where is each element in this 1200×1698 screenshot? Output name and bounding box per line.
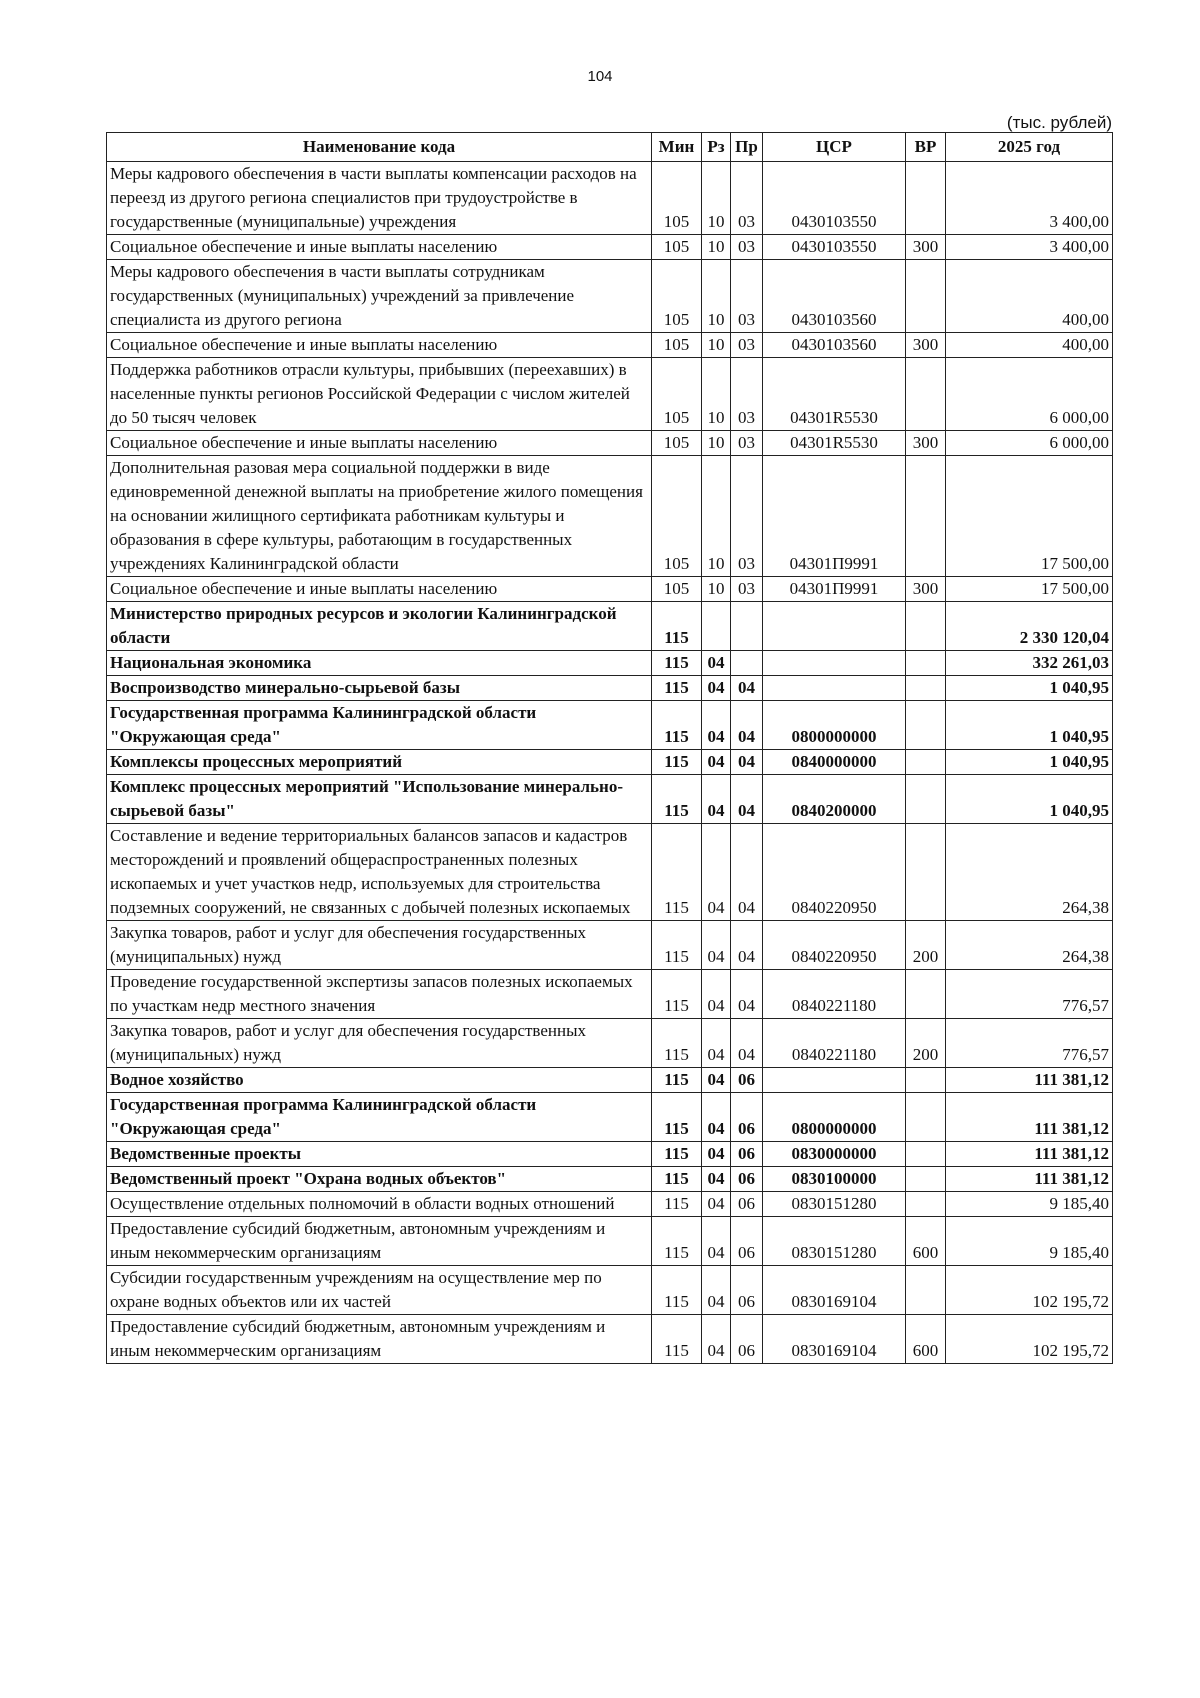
cell-csr: 0830169104 xyxy=(763,1266,906,1315)
cell-name: Социальное обеспечение и иные выплаты населению xyxy=(107,431,652,456)
cell-min: 115 xyxy=(652,824,702,921)
table-row xyxy=(107,1142,1113,1167)
cell-sum: 111 381,12 xyxy=(946,1068,1113,1093)
cell-rz: 04 xyxy=(702,1093,731,1142)
cell-csr: 0430103550 xyxy=(763,235,906,260)
cell-min: 105 xyxy=(652,162,702,235)
cell-name: Социальное обеспечение и иные выплаты населению xyxy=(107,235,652,260)
cell-rz: 10 xyxy=(702,235,731,260)
cell-rz: 04 xyxy=(702,970,731,1019)
cell-vr xyxy=(906,970,946,1019)
cell-sum: 6 000,00 xyxy=(946,358,1113,431)
cell-vr xyxy=(906,701,946,750)
cell-vr xyxy=(906,1192,946,1217)
cell-pr: 04 xyxy=(731,775,763,824)
cell-name: Национальная экономика xyxy=(107,651,652,676)
cell-csr: 0800000000 xyxy=(763,701,906,750)
cell-min: 115 xyxy=(652,750,702,775)
cell-min: 105 xyxy=(652,260,702,333)
cell-name: Предоставление субсидий бюджетным, автономным учреждениям и иным некоммерческим организациям xyxy=(107,1315,652,1364)
cell-sum: 17 500,00 xyxy=(946,577,1113,602)
cell-vr: 600 xyxy=(906,1217,946,1266)
cell-csr: 0800000000 xyxy=(763,1093,906,1142)
cell-name: Предоставление субсидий бюджетным, автономным учреждениям и иным некоммерческим организациям xyxy=(107,1217,652,1266)
cell-sum: 111 381,12 xyxy=(946,1142,1113,1167)
cell-min: 105 xyxy=(652,577,702,602)
cell-rz: 04 xyxy=(702,1167,731,1192)
cell-min: 115 xyxy=(652,1217,702,1266)
cell-pr: 03 xyxy=(731,235,763,260)
cell-pr: 06 xyxy=(731,1167,763,1192)
cell-sum: 264,38 xyxy=(946,824,1113,921)
table-row xyxy=(107,358,1113,431)
cell-rz: 04 xyxy=(702,1266,731,1315)
cell-csr xyxy=(763,676,906,701)
cell-csr: 0840220950 xyxy=(763,824,906,921)
table-row xyxy=(107,235,1113,260)
cell-min: 105 xyxy=(652,333,702,358)
cell-name: Водное хозяйство xyxy=(107,1068,652,1093)
cell-name: Комплекс процессных мероприятий "Использование минерально-сырьевой базы" xyxy=(107,775,652,824)
cell-vr xyxy=(906,824,946,921)
table-row xyxy=(107,1019,1113,1068)
cell-csr: 0830151280 xyxy=(763,1192,906,1217)
column-header-name: Наименование кода xyxy=(107,133,652,162)
cell-csr: 0840220950 xyxy=(763,921,906,970)
table-row xyxy=(107,1068,1113,1093)
cell-vr xyxy=(906,676,946,701)
cell-name: Осуществление отдельных полномочий в области водных отношений xyxy=(107,1192,652,1217)
cell-sum: 3 400,00 xyxy=(946,235,1113,260)
cell-min: 115 xyxy=(652,921,702,970)
table-row xyxy=(107,456,1113,577)
column-header-rz: Рз xyxy=(702,133,731,162)
cell-min: 115 xyxy=(652,651,702,676)
cell-name: Государственная программа Калининградской области "Окружающая среда" xyxy=(107,701,652,750)
table-header-row xyxy=(107,133,1113,162)
column-header-pr: Пр xyxy=(731,133,763,162)
cell-name: Ведомственные проекты xyxy=(107,1142,652,1167)
cell-vr xyxy=(906,260,946,333)
cell-csr xyxy=(763,1068,906,1093)
cell-rz: 10 xyxy=(702,577,731,602)
cell-pr: 04 xyxy=(731,1019,763,1068)
cell-sum: 400,00 xyxy=(946,333,1113,358)
cell-min: 115 xyxy=(652,1093,702,1142)
units-note: (тыс. рублей) xyxy=(1006,113,1112,132)
cell-vr xyxy=(906,775,946,824)
cell-vr: 300 xyxy=(906,577,946,602)
cell-pr: 06 xyxy=(731,1093,763,1142)
cell-pr: 04 xyxy=(731,701,763,750)
cell-sum: 1 040,95 xyxy=(946,750,1113,775)
cell-min: 115 xyxy=(652,1142,702,1167)
cell-sum: 264,38 xyxy=(946,921,1113,970)
table-row xyxy=(107,260,1113,333)
cell-sum: 2 330 120,04 xyxy=(946,602,1113,651)
cell-min: 115 xyxy=(652,1266,702,1315)
cell-vr xyxy=(906,456,946,577)
cell-sum: 1 040,95 xyxy=(946,701,1113,750)
table-row xyxy=(107,970,1113,1019)
cell-rz xyxy=(702,602,731,651)
cell-min: 115 xyxy=(652,676,702,701)
cell-pr: 06 xyxy=(731,1217,763,1266)
cell-vr xyxy=(906,358,946,431)
page-number: 104 xyxy=(587,68,613,85)
cell-vr: 200 xyxy=(906,1019,946,1068)
cell-name: Закупка товаров, работ и услуг для обеспечения государственных (муниципальных) нужд xyxy=(107,1019,652,1068)
cell-pr: 03 xyxy=(731,577,763,602)
budget-table xyxy=(106,132,1113,1364)
cell-min: 115 xyxy=(652,970,702,1019)
cell-sum: 102 195,72 xyxy=(946,1315,1113,1364)
cell-rz: 10 xyxy=(702,358,731,431)
cell-csr xyxy=(763,651,906,676)
cell-rz: 10 xyxy=(702,456,731,577)
table-row xyxy=(107,1167,1113,1192)
cell-name: Поддержка работников отрасли культуры, прибывших (переехавших) в населенные пункты регионов Российской Федерации с числом жителей до 50 тысяч человек xyxy=(107,358,652,431)
cell-csr: 0830169104 xyxy=(763,1315,906,1364)
cell-rz: 04 xyxy=(702,651,731,676)
cell-min: 115 xyxy=(652,701,702,750)
table-row xyxy=(107,333,1113,358)
cell-min: 115 xyxy=(652,602,702,651)
cell-name: Социальное обеспечение и иные выплаты населению xyxy=(107,577,652,602)
cell-pr: 06 xyxy=(731,1315,763,1364)
cell-csr: 0430103560 xyxy=(763,260,906,333)
cell-vr: 300 xyxy=(906,235,946,260)
cell-csr: 0840000000 xyxy=(763,750,906,775)
cell-csr: 0840221180 xyxy=(763,1019,906,1068)
cell-min: 105 xyxy=(652,431,702,456)
cell-min: 115 xyxy=(652,1068,702,1093)
cell-sum: 111 381,12 xyxy=(946,1167,1113,1192)
cell-name: Закупка товаров, работ и услуг для обеспечения государственных (муниципальных) нужд xyxy=(107,921,652,970)
cell-vr xyxy=(906,1093,946,1142)
cell-rz: 10 xyxy=(702,162,731,235)
cell-pr: 03 xyxy=(731,456,763,577)
table-body xyxy=(107,162,1113,1364)
cell-sum: 400,00 xyxy=(946,260,1113,333)
table-row xyxy=(107,921,1113,970)
cell-rz: 04 xyxy=(702,1192,731,1217)
cell-pr: 03 xyxy=(731,431,763,456)
cell-pr: 03 xyxy=(731,333,763,358)
cell-min: 115 xyxy=(652,1315,702,1364)
table-row xyxy=(107,651,1113,676)
cell-sum: 776,57 xyxy=(946,1019,1113,1068)
cell-pr: 04 xyxy=(731,921,763,970)
cell-sum: 6 000,00 xyxy=(946,431,1113,456)
cell-sum: 1 040,95 xyxy=(946,775,1113,824)
table-row xyxy=(107,750,1113,775)
cell-csr: 0430103560 xyxy=(763,333,906,358)
cell-pr: 04 xyxy=(731,824,763,921)
cell-rz: 04 xyxy=(702,1019,731,1068)
cell-rz: 04 xyxy=(702,1315,731,1364)
cell-pr: 04 xyxy=(731,676,763,701)
cell-name: Ведомственный проект "Охрана водных объектов" xyxy=(107,1167,652,1192)
table-row xyxy=(107,1192,1113,1217)
cell-sum: 776,57 xyxy=(946,970,1113,1019)
cell-rz: 04 xyxy=(702,824,731,921)
cell-min: 115 xyxy=(652,1019,702,1068)
cell-vr xyxy=(906,1142,946,1167)
cell-name: Социальное обеспечение и иные выплаты населению xyxy=(107,333,652,358)
cell-name: Комплексы процессных мероприятий xyxy=(107,750,652,775)
cell-pr: 06 xyxy=(731,1142,763,1167)
cell-vr xyxy=(906,1167,946,1192)
cell-name: Составление и ведение территориальных балансов запасов и кадастров месторождений и проявлений общераспространенных полезных ископаемых и учет участков недр, используемых для строительства подземных сооружений, не связанных с добычей полезных ископаемых xyxy=(107,824,652,921)
cell-rz: 10 xyxy=(702,431,731,456)
cell-name: Меры кадрового обеспечения в части выплаты сотрудникам государственных (муниципальных) учреждений за привлечение специалиста из другого региона xyxy=(107,260,652,333)
table-row xyxy=(107,775,1113,824)
cell-pr: 06 xyxy=(731,1192,763,1217)
cell-pr: 03 xyxy=(731,358,763,431)
cell-csr: 0840200000 xyxy=(763,775,906,824)
cell-pr xyxy=(731,602,763,651)
cell-csr: 04301П9991 xyxy=(763,577,906,602)
cell-sum: 111 381,12 xyxy=(946,1093,1113,1142)
cell-csr: 0840221180 xyxy=(763,970,906,1019)
cell-pr: 04 xyxy=(731,750,763,775)
cell-min: 105 xyxy=(652,358,702,431)
cell-rz: 04 xyxy=(702,1217,731,1266)
cell-rz: 04 xyxy=(702,1068,731,1093)
cell-name: Проведение государственной экспертизы запасов полезных ископаемых по участкам недр местного значения xyxy=(107,970,652,1019)
column-header-min: Мин xyxy=(652,133,702,162)
cell-pr: 03 xyxy=(731,162,763,235)
cell-pr: 03 xyxy=(731,260,763,333)
cell-csr xyxy=(763,602,906,651)
cell-rz: 04 xyxy=(702,775,731,824)
cell-name: Министерство природных ресурсов и экологии Калининградской области xyxy=(107,602,652,651)
cell-sum: 17 500,00 xyxy=(946,456,1113,577)
cell-vr: 600 xyxy=(906,1315,946,1364)
cell-csr: 04301П9991 xyxy=(763,456,906,577)
cell-vr xyxy=(906,651,946,676)
table-row xyxy=(107,602,1113,651)
table-row xyxy=(107,431,1113,456)
cell-min: 105 xyxy=(652,235,702,260)
column-header-sum: 2025 год xyxy=(946,133,1113,162)
table-row xyxy=(107,1217,1113,1266)
cell-vr: 300 xyxy=(906,333,946,358)
cell-name: Государственная программа Калининградской области "Окружающая среда" xyxy=(107,1093,652,1142)
cell-vr xyxy=(906,602,946,651)
cell-vr xyxy=(906,1068,946,1093)
table-row xyxy=(107,1315,1113,1364)
cell-rz: 10 xyxy=(702,333,731,358)
cell-name: Меры кадрового обеспечения в части выплаты компенсации расходов на переезд из другого региона специалистов при трудоустройстве в государственные (муниципальные) учреждения xyxy=(107,162,652,235)
cell-csr: 0430103550 xyxy=(763,162,906,235)
cell-rz: 04 xyxy=(702,701,731,750)
cell-csr: 0830100000 xyxy=(763,1167,906,1192)
cell-vr xyxy=(906,1266,946,1315)
cell-min: 105 xyxy=(652,456,702,577)
cell-name: Воспроизводство минерально-сырьевой базы xyxy=(107,676,652,701)
cell-csr: 0830000000 xyxy=(763,1142,906,1167)
cell-sum: 1 040,95 xyxy=(946,676,1113,701)
cell-pr: 06 xyxy=(731,1068,763,1093)
cell-csr: 0830151280 xyxy=(763,1217,906,1266)
cell-csr: 04301R5530 xyxy=(763,431,906,456)
cell-rz: 04 xyxy=(702,676,731,701)
table-row xyxy=(107,701,1113,750)
table-row xyxy=(107,577,1113,602)
column-header-csr: ЦСР xyxy=(763,133,906,162)
cell-sum: 9 185,40 xyxy=(946,1192,1113,1217)
cell-vr xyxy=(906,750,946,775)
cell-csr: 04301R5530 xyxy=(763,358,906,431)
table-row xyxy=(107,1266,1113,1315)
cell-name: Дополнительная разовая мера социальной поддержки в виде единовременной денежной выплаты на приобретение жилого помещения на основании жилищного сертификата работникам культуры и образования в сфере культуры, работающим в государственных учреждениях Калининградской области xyxy=(107,456,652,577)
cell-sum: 102 195,72 xyxy=(946,1266,1113,1315)
cell-pr xyxy=(731,651,763,676)
cell-vr xyxy=(906,162,946,235)
cell-rz: 04 xyxy=(702,1142,731,1167)
cell-vr: 300 xyxy=(906,431,946,456)
cell-sum: 9 185,40 xyxy=(946,1217,1113,1266)
cell-min: 115 xyxy=(652,1167,702,1192)
cell-pr: 06 xyxy=(731,1266,763,1315)
cell-sum: 3 400,00 xyxy=(946,162,1113,235)
cell-min: 115 xyxy=(652,1192,702,1217)
table-row xyxy=(107,1093,1113,1142)
table-row xyxy=(107,824,1113,921)
table-row xyxy=(107,162,1113,235)
column-header-vr: ВР xyxy=(906,133,946,162)
cell-rz: 04 xyxy=(702,750,731,775)
cell-rz: 04 xyxy=(702,921,731,970)
cell-name: Субсидии государственным учреждениям на осуществление мер по охране водных объектов или их частей xyxy=(107,1266,652,1315)
cell-rz: 10 xyxy=(702,260,731,333)
table-row xyxy=(107,676,1113,701)
cell-vr: 200 xyxy=(906,921,946,970)
cell-sum: 332 261,03 xyxy=(946,651,1113,676)
cell-min: 115 xyxy=(652,775,702,824)
cell-pr: 04 xyxy=(731,970,763,1019)
